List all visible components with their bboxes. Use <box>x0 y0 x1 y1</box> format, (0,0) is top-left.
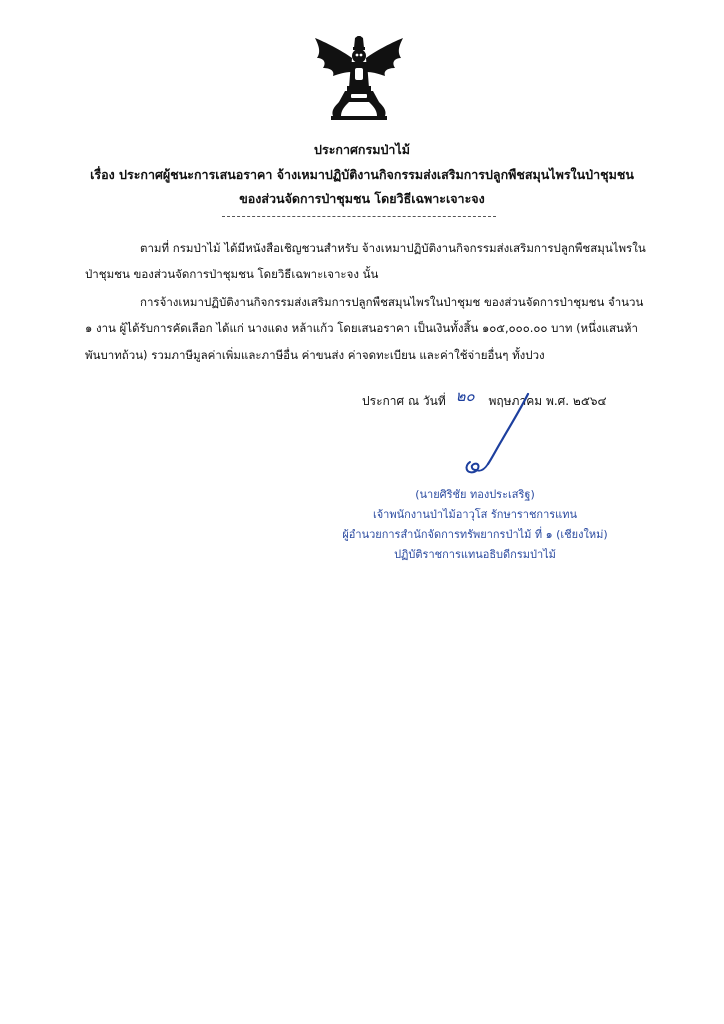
separator-rule <box>222 216 496 217</box>
announce-prefix: ประกาศ ณ วันที่ <box>362 394 446 408</box>
paragraph-2-line-1: การจ้างเหมาปฏิบัติงานกิจกรรมส่งเสริมการปลูกพืชสมุนไพรในป่าชุมช ของส่วนจัดการป่าชุมชน จำนวน <box>140 295 644 309</box>
subject-line-2: ของส่วนจัดการป่าชุมชน โดยวิธีเฉพาะเจาะจง <box>239 191 485 206</box>
handwritten-signature-icon <box>440 392 550 480</box>
subject-line-1: เรื่อง ประกาศผู้ชนะการเสนอราคา จ้างเหมาปฏิบัติงานกิจกรรมส่งเสริมการปลูกพืชสมุนไพรในป่าชุมชน <box>90 167 634 182</box>
paragraph-1-line-1: ตามที่ กรมป่าไม้ ได้มีหนังสือเชิญชวนสำหรับ จ้างเหมาปฏิบัติงานกิจกรรมส่งเสริมการปลูกพืชสมุนไพรใน <box>140 241 646 255</box>
announce-month-year: พฤษภาคม พ.ศ. ๒๕๖๔ <box>488 394 607 408</box>
announce-day-handwritten: ๒๐ <box>455 387 475 405</box>
garuda-emblem-icon <box>311 36 407 122</box>
signatory-title-2: ผู้อำนวยการสำนักจัดการทรัพยากรป่าไม้ ที่ ๑ (เชียงใหม่) <box>342 528 608 541</box>
agency-heading: ประกาศกรมป่าไม้ <box>314 142 410 157</box>
signatory-name: (นายศิริชัย ทองประเสริฐ) <box>415 488 535 501</box>
paragraph-2-line-3: พันบาทถ้วน) รวมภาษีมูลค่าเพิ่มและภาษีอื่น ค่าขนส่ง ค่าจดทะเบียน และค่าใช้จ่ายอื่นๆ ทั้งปวง <box>85 348 545 362</box>
paragraph-2-line-2: ๑ งาน ผู้ได้รับการคัดเลือก ได้แก่ นางแดง หล้าแก้ว โดยเสนอราคา เป็นเงินทั้งสิ้น ๑๐๕,๐๐๐.๐๐ บาท (หนึ่งแสนห้า <box>85 321 638 335</box>
signatory-title-1: เจ้าพนักงานป่าไม้อาวุโส รักษาราชการแทน <box>372 508 578 521</box>
signatory-title-3: ปฏิบัติราชการแทนอธิบดีกรมป่าไม้ <box>394 548 556 561</box>
paragraph-1-line-2: ป่าชุมชน ของส่วนจัดการป่าชุมชน โดยวิธีเฉพาะเจาะจง นั้น <box>85 267 379 281</box>
